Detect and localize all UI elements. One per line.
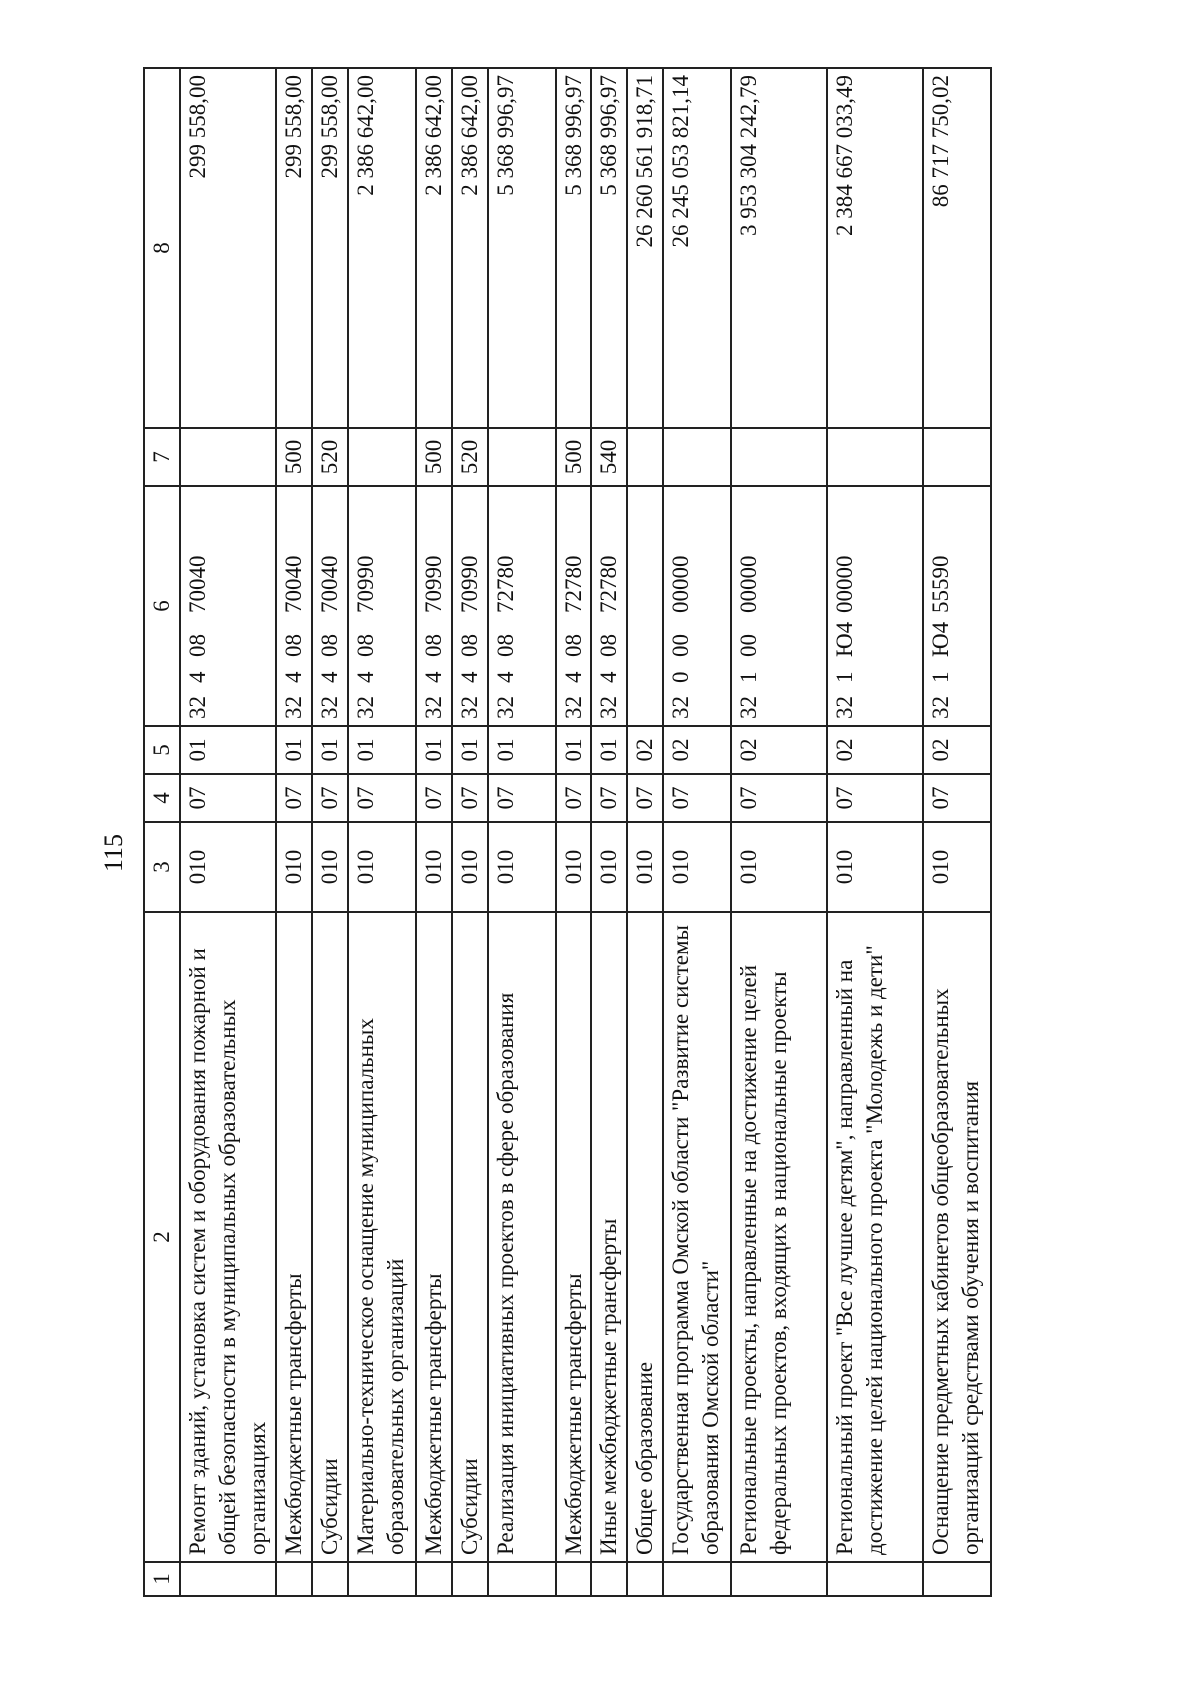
program-code: 32: [832, 696, 858, 719]
expense-type-cell: [627, 428, 663, 486]
header-col-6: 6: [144, 486, 180, 726]
amount-cell: 299 558,00: [180, 68, 276, 428]
expense-type-cell: [348, 428, 416, 486]
section-code-cell: 07: [180, 774, 276, 822]
section-code-cell: 07: [627, 774, 663, 822]
amount-cell: 2 386 642,00: [348, 68, 416, 428]
ministry-code-cell: 010: [731, 822, 827, 912]
row-name-cell: Оснащение предметных кабинетов общеобразовательных организаций средствами обучения и воспитания: [923, 912, 991, 1562]
program-code: 32: [928, 696, 954, 719]
direction-code: 00000: [736, 555, 762, 613]
header-col-5: 5: [144, 726, 180, 774]
subsection-code-cell: 01: [591, 726, 627, 774]
subprogram-code: 4: [316, 671, 342, 683]
section-code-cell: 07: [312, 774, 348, 822]
subprogram-code: 4: [492, 671, 518, 683]
amount-cell: 2 386 642,00: [452, 68, 488, 428]
subprogram-code: 1: [832, 671, 858, 683]
table-rotated-container: [143, 69, 992, 1597]
direction-code: 70040: [185, 555, 210, 613]
amount-cell: 299 558,00: [312, 68, 348, 428]
row-index-cell: [923, 1562, 991, 1596]
ministry-code-cell: 010: [276, 822, 312, 912]
subprogram-code: 4: [560, 671, 586, 683]
subsection-code-cell: 01: [312, 726, 348, 774]
section-code-cell: 07: [348, 774, 416, 822]
row-index-cell: [731, 1562, 827, 1596]
expense-type-cell: 520: [452, 428, 488, 486]
target-article-cell: [627, 486, 663, 726]
header-col-1: 1: [144, 1562, 180, 1596]
program-code: 32: [736, 696, 762, 719]
header-col-8: 8: [144, 68, 180, 428]
event-code: 08: [420, 634, 446, 657]
page-number: 115: [99, 833, 129, 873]
table-row: [180, 68, 276, 1596]
expense-type-cell: 540: [591, 428, 627, 486]
expense-type-cell: 500: [416, 428, 452, 486]
amount-cell: 5 368 996,97: [591, 68, 627, 428]
header-col-7: 7: [144, 428, 180, 486]
subsection-code-cell: 02: [923, 726, 991, 774]
table-row: [591, 68, 627, 1596]
direction-code: 72780: [596, 555, 622, 613]
subprogram-code: 4: [420, 671, 446, 683]
row-index-cell: [452, 1562, 488, 1596]
budget-table: [143, 67, 992, 1597]
event-code: 08: [352, 634, 378, 657]
expense-type-cell: [731, 428, 827, 486]
row-name-cell: Ремонт зданий, установка систем и оборудования пожарной и общей безопасности в муниципальных образовательных организациях: [180, 912, 276, 1562]
target-article-cell: [452, 486, 488, 726]
table-row: [827, 68, 923, 1596]
program-code: 32: [596, 696, 622, 719]
subsection-code-cell: 01: [452, 726, 488, 774]
table-row: [488, 68, 556, 1596]
subsection-code-cell: 02: [627, 726, 663, 774]
amount-cell: 2 386 642,00: [416, 68, 452, 428]
program-code: 32: [456, 696, 482, 719]
row-name-cell: Реализация инициативных проектов в сфере образования: [488, 912, 556, 1562]
row-index-cell: [556, 1562, 592, 1596]
amount-cell: 299 558,00: [276, 68, 312, 428]
expense-type-cell: [827, 428, 923, 486]
row-name-cell: Субсидии: [452, 912, 488, 1562]
section-code-cell: 07: [488, 774, 556, 822]
row-index-cell: [180, 1562, 276, 1596]
target-article-cell: [416, 486, 452, 726]
ministry-code-cell: 010: [416, 822, 452, 912]
section-code-cell: 07: [923, 774, 991, 822]
event-code: 00: [668, 634, 694, 657]
subsection-code-cell: 01: [276, 726, 312, 774]
program-code: 32: [420, 696, 446, 719]
table-row: [627, 68, 663, 1596]
header-col-4: 4: [144, 774, 180, 822]
row-name-cell: Материально-техническое оснащение муниципальных образовательных организаций: [348, 912, 416, 1562]
expense-type-cell: [663, 428, 731, 486]
amount-cell: 5 368 996,97: [488, 68, 556, 428]
section-code-cell: 07: [276, 774, 312, 822]
expense-type-cell: 500: [276, 428, 312, 486]
header-col-3: 3: [144, 822, 180, 912]
row-index-cell: [827, 1562, 923, 1596]
table-row: [663, 68, 731, 1596]
target-article-cell: [488, 486, 556, 726]
row-name-cell: Межбюджетные трансферты: [416, 912, 452, 1562]
target-article-cell: [591, 486, 627, 726]
amount-cell: 2 384 667 033,49: [827, 68, 923, 428]
ministry-code-cell: 010: [923, 822, 991, 912]
row-index-cell: [312, 1562, 348, 1596]
subsection-code-cell: 02: [663, 726, 731, 774]
program-code: 32: [281, 696, 306, 719]
subsection-code-cell: 01: [348, 726, 416, 774]
target-article-cell: [556, 486, 592, 726]
direction-code: 72780: [492, 555, 518, 613]
row-index-cell: [276, 1562, 312, 1596]
direction-code: 00000: [832, 555, 858, 613]
program-code: 32: [560, 696, 586, 719]
event-code: 08: [492, 634, 518, 657]
subprogram-code: 4: [456, 671, 482, 683]
row-index-cell: [591, 1562, 627, 1596]
subsection-code-cell: 02: [827, 726, 923, 774]
row-index-cell: [348, 1562, 416, 1596]
subsection-code-cell: 01: [556, 726, 592, 774]
target-article-cell: [731, 486, 827, 726]
event-code: 08: [456, 634, 482, 657]
table-row: [416, 68, 452, 1596]
direction-code: 70990: [352, 555, 378, 613]
event-code: 08: [560, 634, 586, 657]
subprogram-code: 0: [668, 671, 694, 683]
amount-cell: 5 368 996,97: [556, 68, 592, 428]
subprogram-code: 4: [281, 671, 306, 683]
direction-code: 70040: [316, 555, 342, 613]
row-index-cell: [663, 1562, 731, 1596]
target-article-cell: [180, 486, 276, 726]
subprogram-code: 4: [185, 671, 210, 683]
expense-type-cell: 520: [312, 428, 348, 486]
program-code: 32: [185, 696, 210, 719]
program-code: 32: [352, 696, 378, 719]
subsection-code-cell: 01: [416, 726, 452, 774]
row-name-cell: Иные межбюджетные трансферты: [591, 912, 627, 1562]
event-code: 00: [736, 634, 762, 657]
event-code: 08: [596, 634, 622, 657]
row-name-cell: Региональные проекты, направленные на достижение целей федеральных проектов, входящих в национальные проекты: [731, 912, 827, 1562]
amount-cell: 26 260 561 918,71: [627, 68, 663, 428]
target-article-cell: [827, 486, 923, 726]
section-code-cell: 07: [556, 774, 592, 822]
subsection-code-cell: 01: [488, 726, 556, 774]
section-code-cell: 07: [731, 774, 827, 822]
table-row: [276, 68, 312, 1596]
ministry-code-cell: 010: [452, 822, 488, 912]
event-code: 08: [281, 634, 306, 657]
target-article-cell: [348, 486, 416, 726]
direction-code: 70990: [456, 555, 482, 613]
program-code: 32: [492, 696, 518, 719]
subprogram-code: 1: [736, 671, 762, 683]
table-row: [348, 68, 416, 1596]
target-article-cell: [663, 486, 731, 726]
row-name-cell: Общее образование: [627, 912, 663, 1562]
target-article-cell: [276, 486, 312, 726]
direction-code: 00000: [668, 555, 694, 613]
direction-code: 72780: [560, 555, 586, 613]
ministry-code-cell: 010: [827, 822, 923, 912]
subprogram-code: 4: [596, 671, 622, 683]
row-name-cell: Межбюджетные трансферты: [276, 912, 312, 1562]
direction-code: 55590: [928, 555, 954, 613]
subprogram-code: 4: [352, 671, 378, 683]
direction-code: 70990: [420, 555, 446, 613]
ministry-code-cell: 010: [663, 822, 731, 912]
table-row: [923, 68, 991, 1596]
section-code-cell: 07: [452, 774, 488, 822]
ministry-code-cell: 010: [591, 822, 627, 912]
amount-cell: 26 245 053 821,14: [663, 68, 731, 428]
row-index-cell: [627, 1562, 663, 1596]
row-name-cell: Региональный проект "Все лучшее детям", направленный на достижение целей национального проекта "Молодежь и дети": [827, 912, 923, 1562]
header-col-2: 2: [144, 912, 180, 1562]
section-code-cell: 07: [591, 774, 627, 822]
table-row: [312, 68, 348, 1596]
subprogram-code: 1: [928, 671, 954, 683]
amount-cell: 86 717 750,02: [923, 68, 991, 428]
table-row: [452, 68, 488, 1596]
expense-type-cell: 500: [556, 428, 592, 486]
row-name-cell: Субсидии: [312, 912, 348, 1562]
subsection-code-cell: 02: [731, 726, 827, 774]
section-code-cell: 07: [416, 774, 452, 822]
target-article-cell: [312, 486, 348, 726]
ministry-code-cell: 010: [312, 822, 348, 912]
program-code: 32: [316, 696, 342, 719]
header-row: [144, 68, 180, 1596]
subsection-code-cell: 01: [180, 726, 276, 774]
row-index-cell: [488, 1562, 556, 1596]
table-row: [556, 68, 592, 1596]
expense-type-cell: [923, 428, 991, 486]
ministry-code-cell: 010: [627, 822, 663, 912]
ministry-code-cell: 010: [180, 822, 276, 912]
event-code: 08: [316, 634, 342, 657]
amount-cell: 3 953 304 242,79: [731, 68, 827, 428]
row-name-cell: Государственная программа Омской области "Развитие системы образования Омской области": [663, 912, 731, 1562]
row-name-cell: Межбюджетные трансферты: [556, 912, 592, 1562]
section-code-cell: 07: [827, 774, 923, 822]
expense-type-cell: [488, 428, 556, 486]
section-code-cell: 07: [663, 774, 731, 822]
event-code: Ю4: [928, 621, 954, 657]
table-row: [731, 68, 827, 1596]
ministry-code-cell: 010: [348, 822, 416, 912]
event-code: Ю4: [832, 621, 858, 657]
expense-type-cell: [180, 428, 276, 486]
ministry-code-cell: 010: [488, 822, 556, 912]
ministry-code-cell: 010: [556, 822, 592, 912]
row-index-cell: [416, 1562, 452, 1596]
direction-code: 70040: [281, 555, 306, 613]
program-code: 32: [668, 696, 694, 719]
target-article-cell: [923, 486, 991, 726]
event-code: 08: [185, 634, 210, 657]
